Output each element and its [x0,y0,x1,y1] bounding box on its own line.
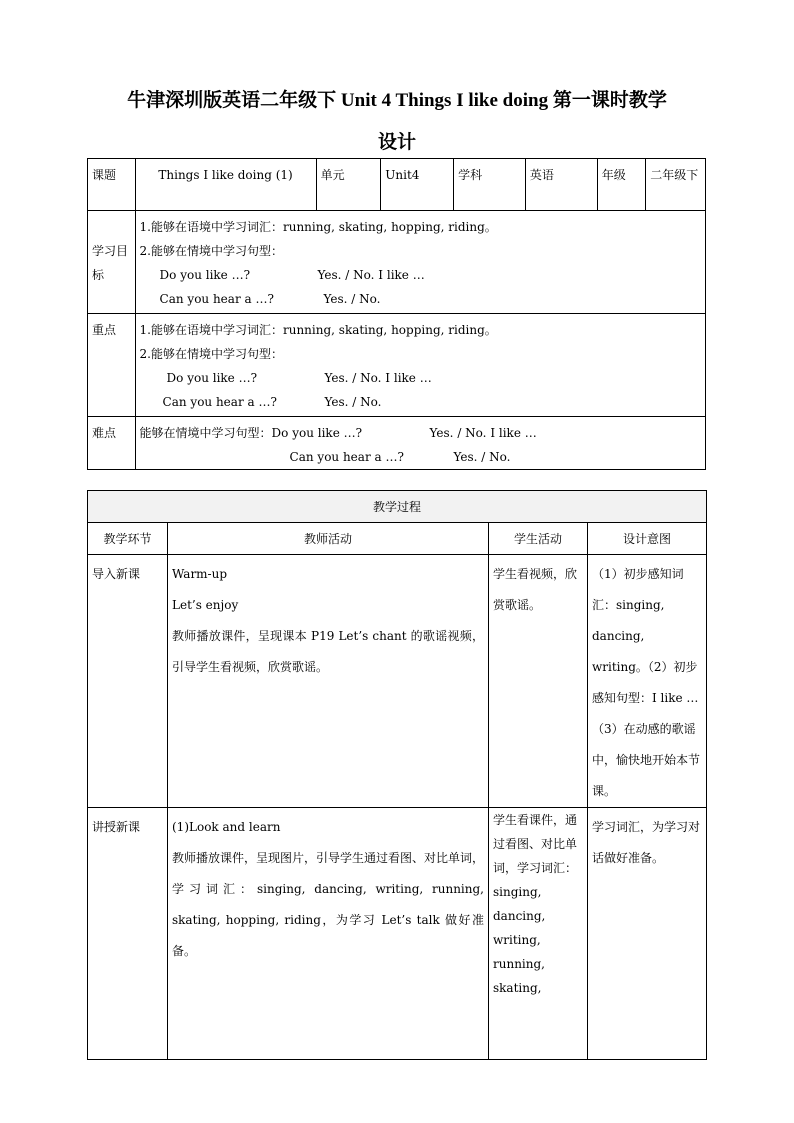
subject-label: 学科 [454,159,526,211]
difficult-label: 难点 [88,417,136,470]
goals-line-4 [140,287,701,311]
teacher-intro-line-3: 教师播放课件，呈现课本 P19 Let’s chant 的歌谣视频，引导学生看视频，欣赏歌谣。 [172,629,484,674]
lesson-info-table [87,158,706,470]
subject-value: 英语 [525,159,597,211]
topic-value: Things I like doing (1) [135,159,316,211]
col-stage-header: 教学环节 [88,523,168,555]
key-line-3 [140,366,701,390]
goals-line-1: 1.能够在语境中学习词汇：running, skating, hopping, riding。 [139,220,497,234]
grade-value: 二年级下 [646,159,706,211]
teacher-intro-line-1: Warm-up [172,567,228,581]
student-activity-intro: 学生看视频，欣赏歌谣。 [489,555,588,808]
intent-new: 学习词汇，为学习对话做好准备。 [588,808,707,1060]
key-content [135,314,705,417]
difficult-a1: Yes. / No. I like … [429,426,537,440]
unit-label: 单元 [316,159,381,211]
difficult-line-1 [140,421,701,445]
teacher-activity-intro [168,555,489,808]
document-title [70,80,724,164]
goals-a1: Yes. / No. I like … [317,268,425,282]
col-intent-header: 设计意图 [588,523,707,555]
teacher-new-line-2: 教师播放课件，呈现图片，引导学生通过看图、对比单词，学习词汇：singing, dancing, writing, running, skating, hopping, riding，为学习 Let’s talk 做好准备。 [172,851,485,958]
teacher-intro-line-2: Let’s enjoy [172,598,239,612]
goals-q1: Do you like …? [159,268,251,282]
intent-intro: （1）初步感知词汇：singing, dancing, writing。（2）初步感知句型：I like … （3）在动感的歌谣中，愉快地开始本节课。 [588,555,707,808]
difficult-content [135,417,705,470]
teacher-new-line-1: (1)Look and learn [172,820,281,834]
stage-new-lesson: 讲授新课 [88,808,168,1060]
goals-label: 学习目标 [88,211,136,314]
goals-line-2: 2.能够在情境中学习句型： [139,244,283,258]
col-student-header: 学生活动 [489,523,588,555]
key-a1: Yes. / No. I like … [324,371,432,385]
difficult-q1: Do you like …? [271,426,363,440]
stage-intro: 导入新课 [88,555,168,808]
student-activity-new: 学生看课件，通过看图、对比单词，学习词汇：singing, dancing, writing, running, skating, [489,808,588,1060]
goals-line-3 [140,263,701,287]
teaching-process-table [87,490,707,1060]
col-teacher-header: 教师活动 [168,523,489,555]
title-line-1: 牛津深圳版英语二年级下 Unit 4 Things I like doing 第一课时教学 [127,90,667,111]
key-line-4 [140,390,701,414]
difficult-prefix: 能够在情境中学习句型： [139,426,272,440]
difficult-q2: Can you hear a …? [289,450,404,464]
key-q2: Can you hear a …? [162,395,277,409]
difficult-a2: Yes. / No. [453,450,511,464]
goals-q2: Can you hear a …? [159,292,274,306]
unit-value: Unit4 [381,159,454,211]
key-a2: Yes. / No. [324,395,382,409]
key-q1: Do you like …? [166,371,258,385]
grade-label: 年级 [597,159,646,211]
topic-label: 课题 [88,159,136,211]
goals-a2: Yes. / No. [323,292,381,306]
process-header: 教学过程 [88,491,707,523]
difficult-line-2 [140,445,701,469]
teacher-activity-new [168,808,489,1060]
goals-content [135,211,705,314]
key-label: 重点 [88,314,136,417]
key-line-1: 1.能够在语境中学习词汇：running, skating, hopping, riding。 [139,323,497,337]
key-line-2: 2.能够在情境中学习句型： [139,347,283,361]
title-line-2: 设计 [377,132,416,153]
